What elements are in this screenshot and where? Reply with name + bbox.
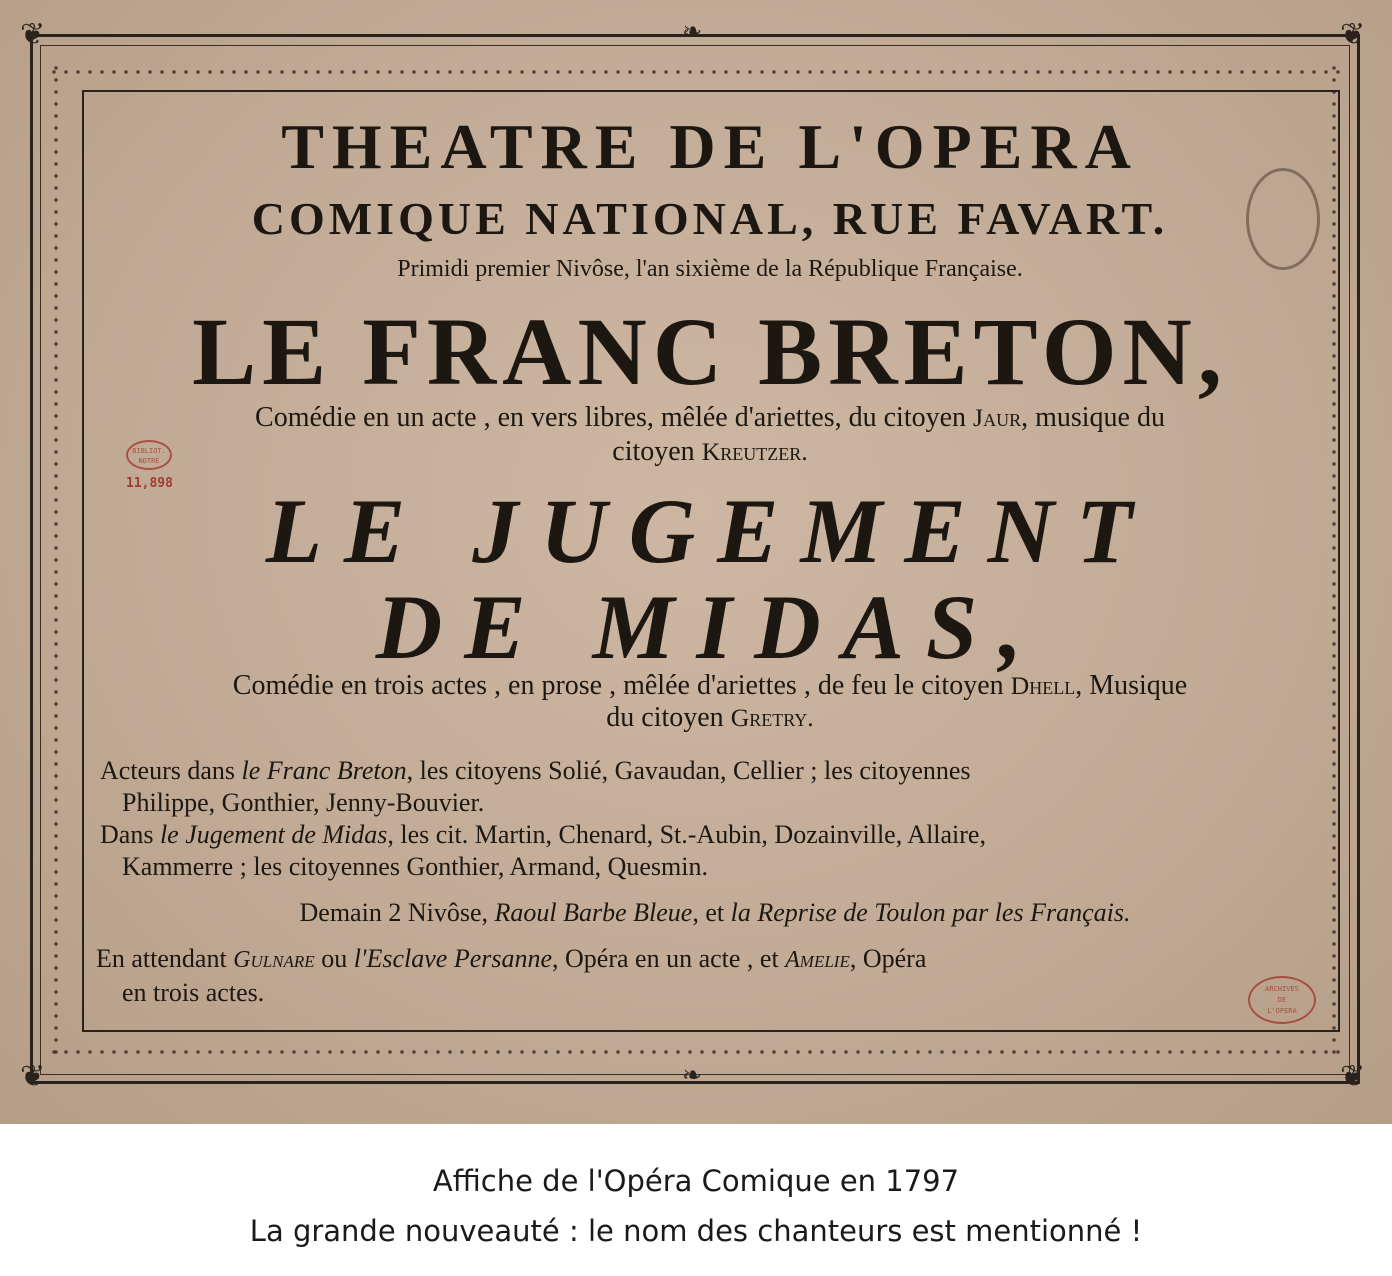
play1-title: LE FRANC BRETON, [192, 298, 1228, 405]
archive-stamp: ARCHIVES DE L'OPERA [1248, 976, 1316, 1024]
library-stamp-number: 11,898 [126, 476, 173, 491]
ornament-left [52, 62, 60, 1060]
play1-description: Comédie en un acte , en vers libres, mêlée d'ariettes, du citoyen Jaur, musique du [255, 402, 1165, 433]
corner-ornament-icon: ❦ [20, 1060, 46, 1093]
tomorrow-program: Demain 2 Nivôse, Raoul Barbe Bleue, et la Reprise de Toulon par les Français. [299, 898, 1131, 927]
upcoming-program-line2: en trois actes. [122, 978, 265, 1007]
bottom-center-ornament-icon: ❧ [682, 1063, 703, 1089]
ornament-bottom [48, 1048, 1342, 1056]
performance-date: Primidi premier Nivôse, l'an sixième de la République Française. [397, 256, 1023, 282]
caption [0, 1124, 1392, 1276]
play2-description: Comédie en trois actes , en prose , mêlée d'ariettes , de feu le citoyen Dhell, Musique [232, 670, 1188, 701]
play2-title-line1: LE JUGEMENT [265, 480, 1155, 582]
play2-description-line2: du citoyen Gretry. [606, 702, 814, 733]
corner-ornament-icon: ❦ [1340, 1060, 1366, 1093]
play1-description-line2: citoyen Kreutzer. [612, 436, 808, 467]
ornament-top [48, 68, 1342, 76]
play2-title-line2: DE MIDAS, [375, 576, 1045, 678]
cast-play1-line2: Philippe, Gonthier, Jenny-Bouvier. [122, 788, 485, 817]
library-stamp: BIBLIOT. NOTRE [126, 440, 172, 470]
theatre-address: COMIQUE NATIONAL, RUE FAVART. [251, 193, 1169, 244]
theatre-name: THEATRE DE L'OPERA [281, 111, 1139, 182]
caption-line1: Affiche de l'Opéra Comique en 1797 [432, 1164, 960, 1198]
play2-composer: Gretry. [730, 703, 814, 732]
play1-composer: Kreutzer. [701, 437, 808, 466]
upcoming-program: En attendant Gulnare ou l'Esclave Persanne, Opéra en un acte , et Amelie, Opéra [96, 944, 927, 973]
play1-author: Jaur [973, 403, 1022, 432]
corner-ornament-icon: ❦ [1340, 18, 1366, 51]
cast-play1: Acteurs dans le Franc Breton, les citoyens Solié, Gavaudan, Cellier ; les citoyennes [100, 756, 971, 785]
cast-play2: Dans le Jugement de Midas, les cit. Martin, Chenard, St.-Aubin, Dozainville, Allaire, [100, 820, 986, 849]
cast-play2-line2: Kammerre ; les citoyennes Gonthier, Armand, Quesmin. [122, 852, 708, 881]
caption-line2: La grande nouveauté : le nom des chanteurs est mentionné ! [249, 1214, 1143, 1248]
top-center-ornament-icon: ❧ [682, 19, 703, 45]
play2-author: Dhell [1010, 671, 1076, 700]
corner-ornament-icon: ❦ [20, 18, 46, 51]
